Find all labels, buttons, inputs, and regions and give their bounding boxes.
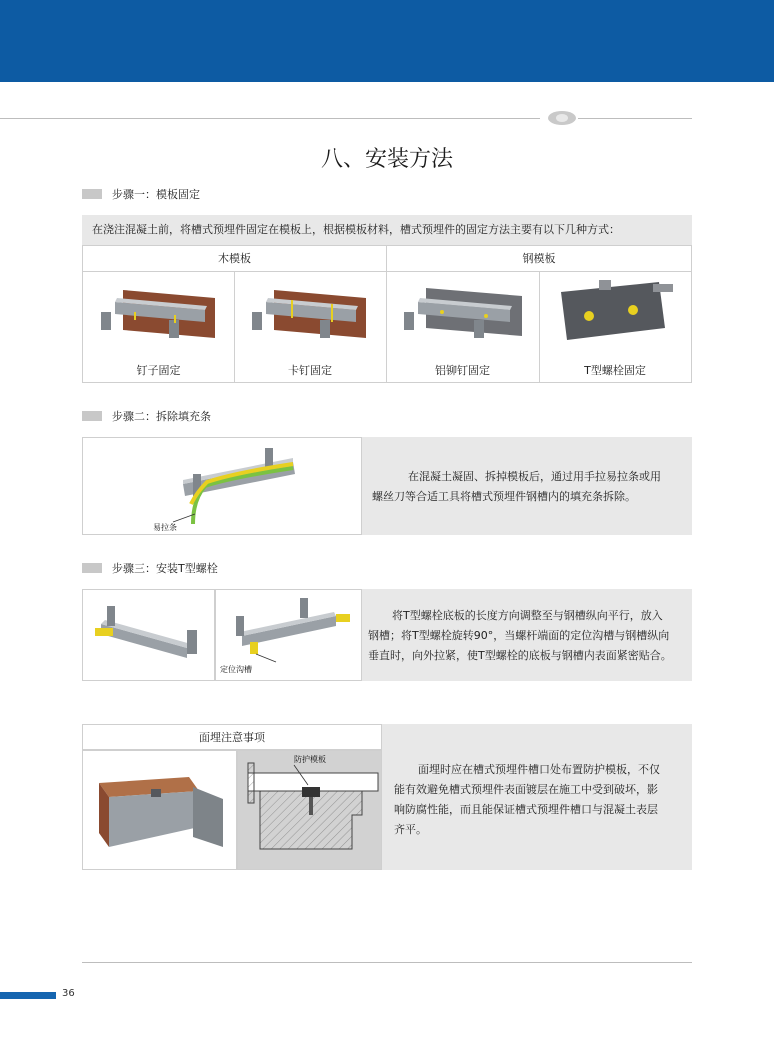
notes-line-4: 齐平。: [394, 823, 427, 836]
step2-marker: [82, 411, 102, 421]
step1-marker: [82, 189, 102, 199]
strip-removal-illustration: [143, 444, 343, 528]
step3-line-3: 垂直时，向外拉紧，使T型螺栓的底板与钢槽内表面紧密贴合。: [368, 649, 672, 662]
title-rule-left: [0, 118, 540, 119]
step1-intro: 在浇注混凝土前，将槽式预埋件固定在模板上，根据模板材料，槽式预埋件的固定方法主要有以下几种方式：: [92, 223, 620, 236]
cover-formwork-illustration: [93, 767, 229, 857]
tbolt-rotate-illustration: [226, 596, 356, 666]
protective-formwork-label: 防护模板: [294, 755, 326, 764]
locating-groove-label: 定位沟槽: [220, 665, 252, 674]
clip-fixing-illustration: [246, 282, 372, 348]
step3-panel: [82, 589, 692, 681]
step1-label: 步骤一：模板固定: [112, 188, 200, 201]
step3-marker: [82, 563, 102, 573]
method-tbolt: [539, 272, 691, 382]
header-band: [0, 0, 774, 82]
step3-line-1: 将T型螺栓底板的长度方向调整至与钢槽纵向平行，放入: [392, 609, 663, 622]
method-clip: [234, 272, 387, 382]
section-drawing-illustration: [242, 759, 380, 867]
tbolt-insert-illustration: [87, 600, 211, 670]
notes-image-b: [237, 750, 382, 870]
step2-text: [372, 467, 688, 507]
notes-text: [394, 760, 686, 840]
rivet-fixing-illustration: [398, 282, 524, 348]
page-number: 36: [62, 988, 75, 999]
step3-label: 步骤三：安装T型螺栓: [112, 562, 218, 575]
ornament-icon: [546, 109, 578, 127]
caption-rivet: 铝铆钉固定: [435, 364, 490, 377]
title-rule-right: [578, 118, 692, 119]
step2-line-2: 螺丝刀等合适工具将槽式预埋件钢槽内的填充条拆除。: [372, 490, 636, 503]
tbolt-fixing-illustration: [549, 278, 679, 348]
footer-rule: [82, 962, 692, 963]
page-number-bar: [0, 992, 56, 999]
step2-image-frame: [82, 437, 362, 535]
step2-label: 步骤二：拆除填充条: [112, 410, 211, 423]
step2-panel: [82, 437, 692, 535]
notes-image-a: [82, 750, 237, 870]
caption-tbolt: T型螺栓固定: [584, 364, 646, 377]
step1-table: [82, 245, 692, 383]
notes-header: 面埋注意事项: [82, 724, 382, 750]
notes-line-2: 能有效避免槽式预埋件表面镀层在施工中受到破坏，影: [394, 783, 658, 796]
notes-panel: [82, 724, 692, 870]
notes-line-1: 面埋时应在槽式预埋件槽口处布置防护模板，不仅: [418, 763, 660, 776]
caption-clip: 卡钉固定: [288, 364, 332, 377]
caption-nail: 钉子固定: [136, 364, 181, 377]
step2-line-1: 在混凝土凝固、拆掉模板后，通过用手拉易拉条或用: [408, 470, 661, 483]
nail-fixing-illustration: [95, 282, 221, 348]
step3-image-a: [82, 589, 215, 681]
col-wood: 木模板: [83, 246, 387, 272]
step3-text: [368, 606, 688, 666]
page-title: 八、安装方法: [320, 147, 453, 172]
step1-intro-panel: [82, 215, 692, 245]
method-rivet: [386, 272, 540, 382]
pull-strip-label: 易拉条: [153, 523, 177, 532]
notes-line-3: 响防腐性能，而且能保证槽式预埋件槽口与混凝土表层: [394, 803, 658, 816]
method-nail: [83, 272, 235, 382]
step3-image-b: [215, 589, 362, 681]
step3-line-2: 钢槽；将T型螺栓旋转90°，当螺杆端面的定位沟槽与钢槽纵向: [368, 629, 670, 642]
col-steel: 钢模板: [386, 246, 692, 272]
